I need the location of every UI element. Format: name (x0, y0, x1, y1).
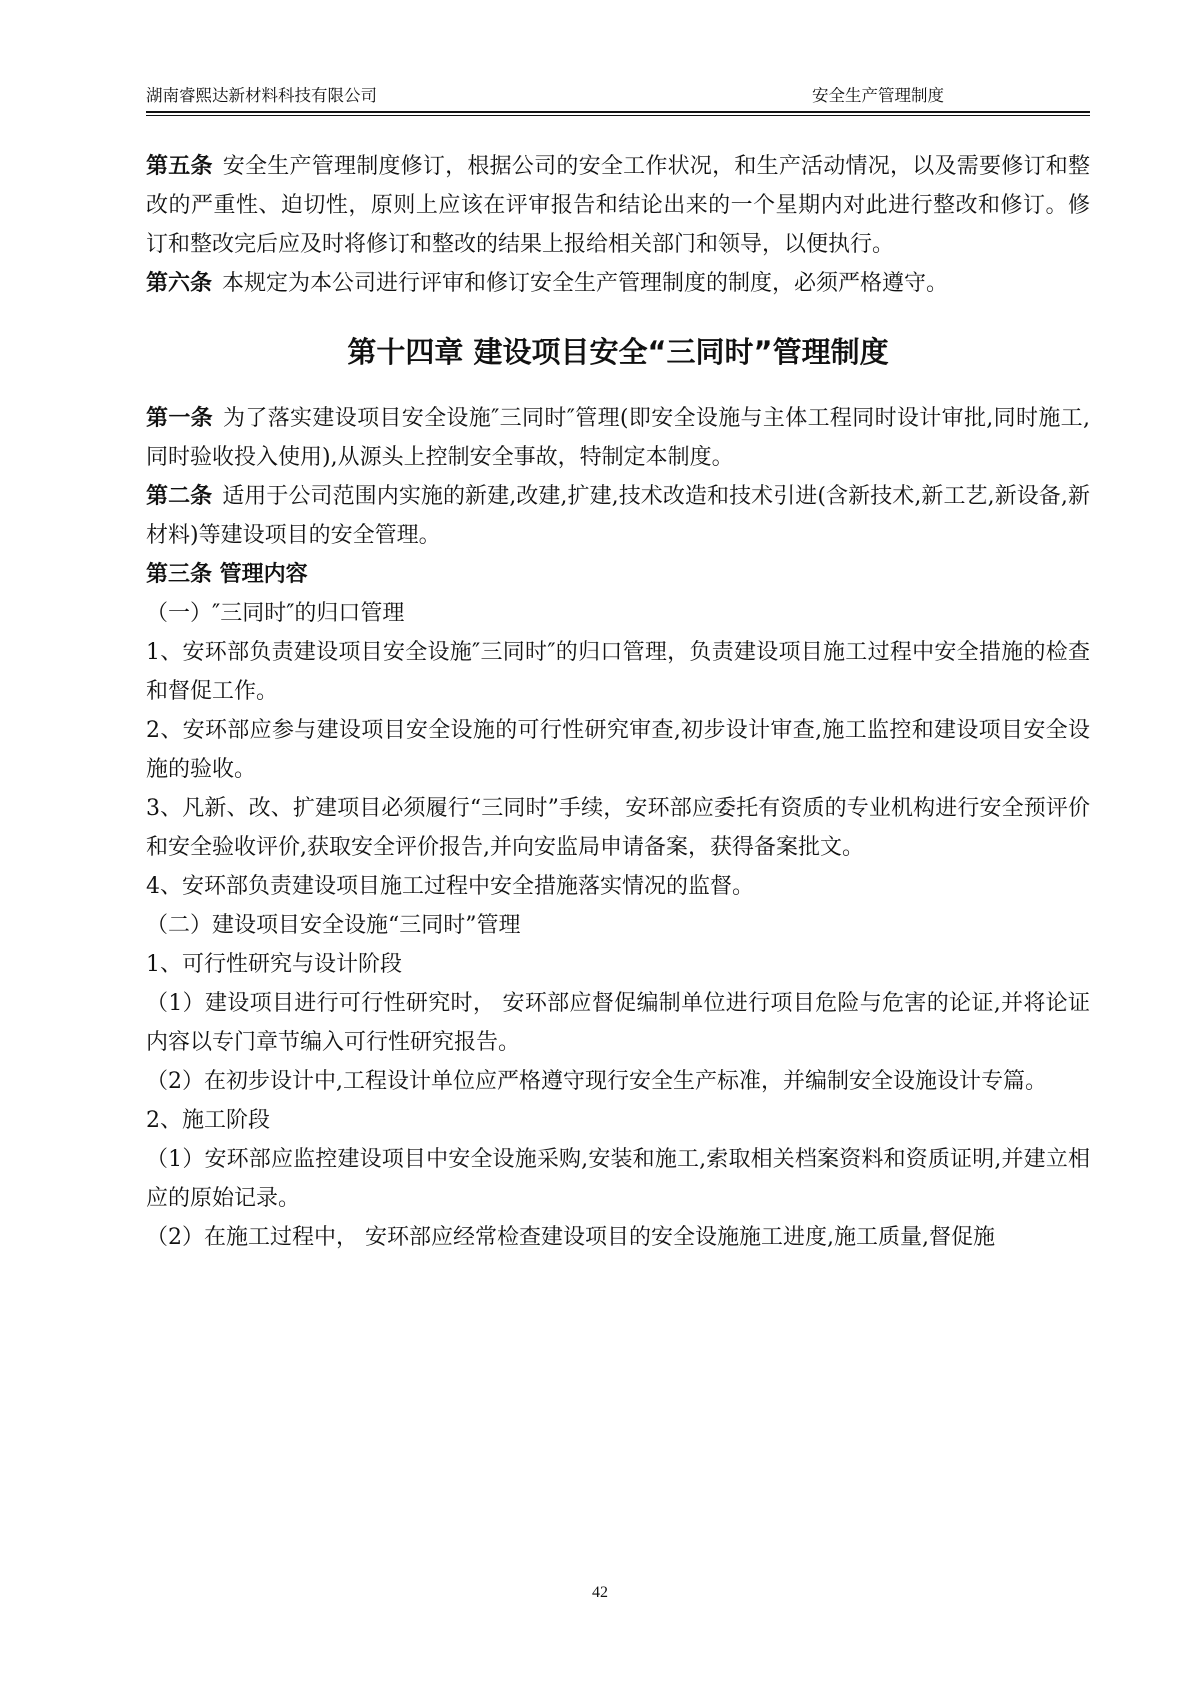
header-company: 湖南睿熙达新材料科技有限公司 (146, 86, 377, 105)
header-rule-thick (146, 111, 1090, 113)
article-6-text: 本规定为本公司进行评审和修订安全生产管理制度的制度，必须严格遵守。 (222, 271, 949, 296)
chapter-article-2 (146, 477, 1090, 555)
article-6 (146, 264, 1090, 303)
article-5 (146, 147, 1090, 264)
document-body (146, 147, 1090, 1257)
header-doc-title: 安全生产管理制度 (812, 86, 944, 105)
phase-2-item-2: （2）在施工过程中， 安环部应经常检查建设项目的安全设施施工进度,施工质量,督促施 (146, 1225, 995, 1250)
chapter-article-2-text: 适用于公司范围内实施的新建,改建,扩建,技术改造和技术引进(含新技术,新工艺,新设备,新材料)等建设项目的安全管理。 (146, 484, 1090, 548)
chapter-article-1-text: 为了落实建设项目安全设施″三同时″管理(即安全设施与主体工程同时设计审批,同时施工,同时验收投入使用),从源头上控制安全事故，特制定本制度。 (146, 406, 1090, 470)
section-heading-1: （一）″三同时″的归口管理 (146, 601, 405, 626)
chapter-article-2-label: 第二条 (146, 484, 213, 509)
header-rule-thin (146, 115, 1090, 116)
page-number: 42 (592, 1584, 608, 1601)
list-item-2: 2、安环部应参与建设项目安全设施的可行性研究审查,初步设计审查,施工监控和建设项目安全设施的验收。 (146, 718, 1090, 782)
list-item-3: 3、凡新、改、扩建项目必须履行“三同时”手续，安环部应委托有资质的专业机构进行安全预评价和安全验收评价,获取安全评价报告,并向安监局申请备案，获得备案批文。 (146, 796, 1090, 860)
list-item-1: 1、安环部负责建设项目安全设施″三同时″的归口管理，负责建设项目施工过程中安全措施的检查和督促工作。 (146, 640, 1090, 704)
phase-1-heading: 1、可行性研究与设计阶段 (146, 952, 402, 977)
section-heading-2: （二）建设项目安全设施“三同时”管理 (146, 913, 521, 938)
article-5-label: 第五条 (146, 154, 213, 179)
article-6-label: 第六条 (146, 271, 213, 296)
phase-2-item-1: （1）安环部应监控建设项目中安全设施采购,安装和施工,索取相关档案资料和资质证明,并建立相应的原始记录。 (146, 1147, 1090, 1211)
list-item-4: 4、安环部负责建设项目施工过程中安全措施落实情况的监督。 (146, 874, 754, 899)
phase-1-item-2: （2）在初步设计中,工程设计单位应严格遵守现行安全生产标准，并编制安全设施设计专篇。 (146, 1069, 1047, 1094)
chapter-article-3-heading: 第三条 管理内容 (146, 562, 308, 587)
article-5-text: 安全生产管理制度修订，根据公司的安全工作状况，和生产活动情况，以及需要修订和整改的严重性、迫切性，原则上应该在评审报告和结论出来的一个星期内对此进行整改和修订。修订和整改完后应及时将修订和整改的结果上报给相关部门和领导，以便执行。 (146, 154, 1090, 257)
phase-2-heading: 2、施工阶段 (146, 1108, 270, 1133)
chapter-article-1 (146, 399, 1090, 477)
chapter-article-1-label: 第一条 (146, 406, 214, 431)
phase-1-item-1: （1）建设项目进行可行性研究时， 安环部应督促编制单位进行项目危险与危害的论证,并将论证内容以专门章节编入可行性研究报告。 (146, 991, 1090, 1055)
chapter-title: 第十四章 建设项目安全“三同时”管理制度 (347, 335, 889, 369)
